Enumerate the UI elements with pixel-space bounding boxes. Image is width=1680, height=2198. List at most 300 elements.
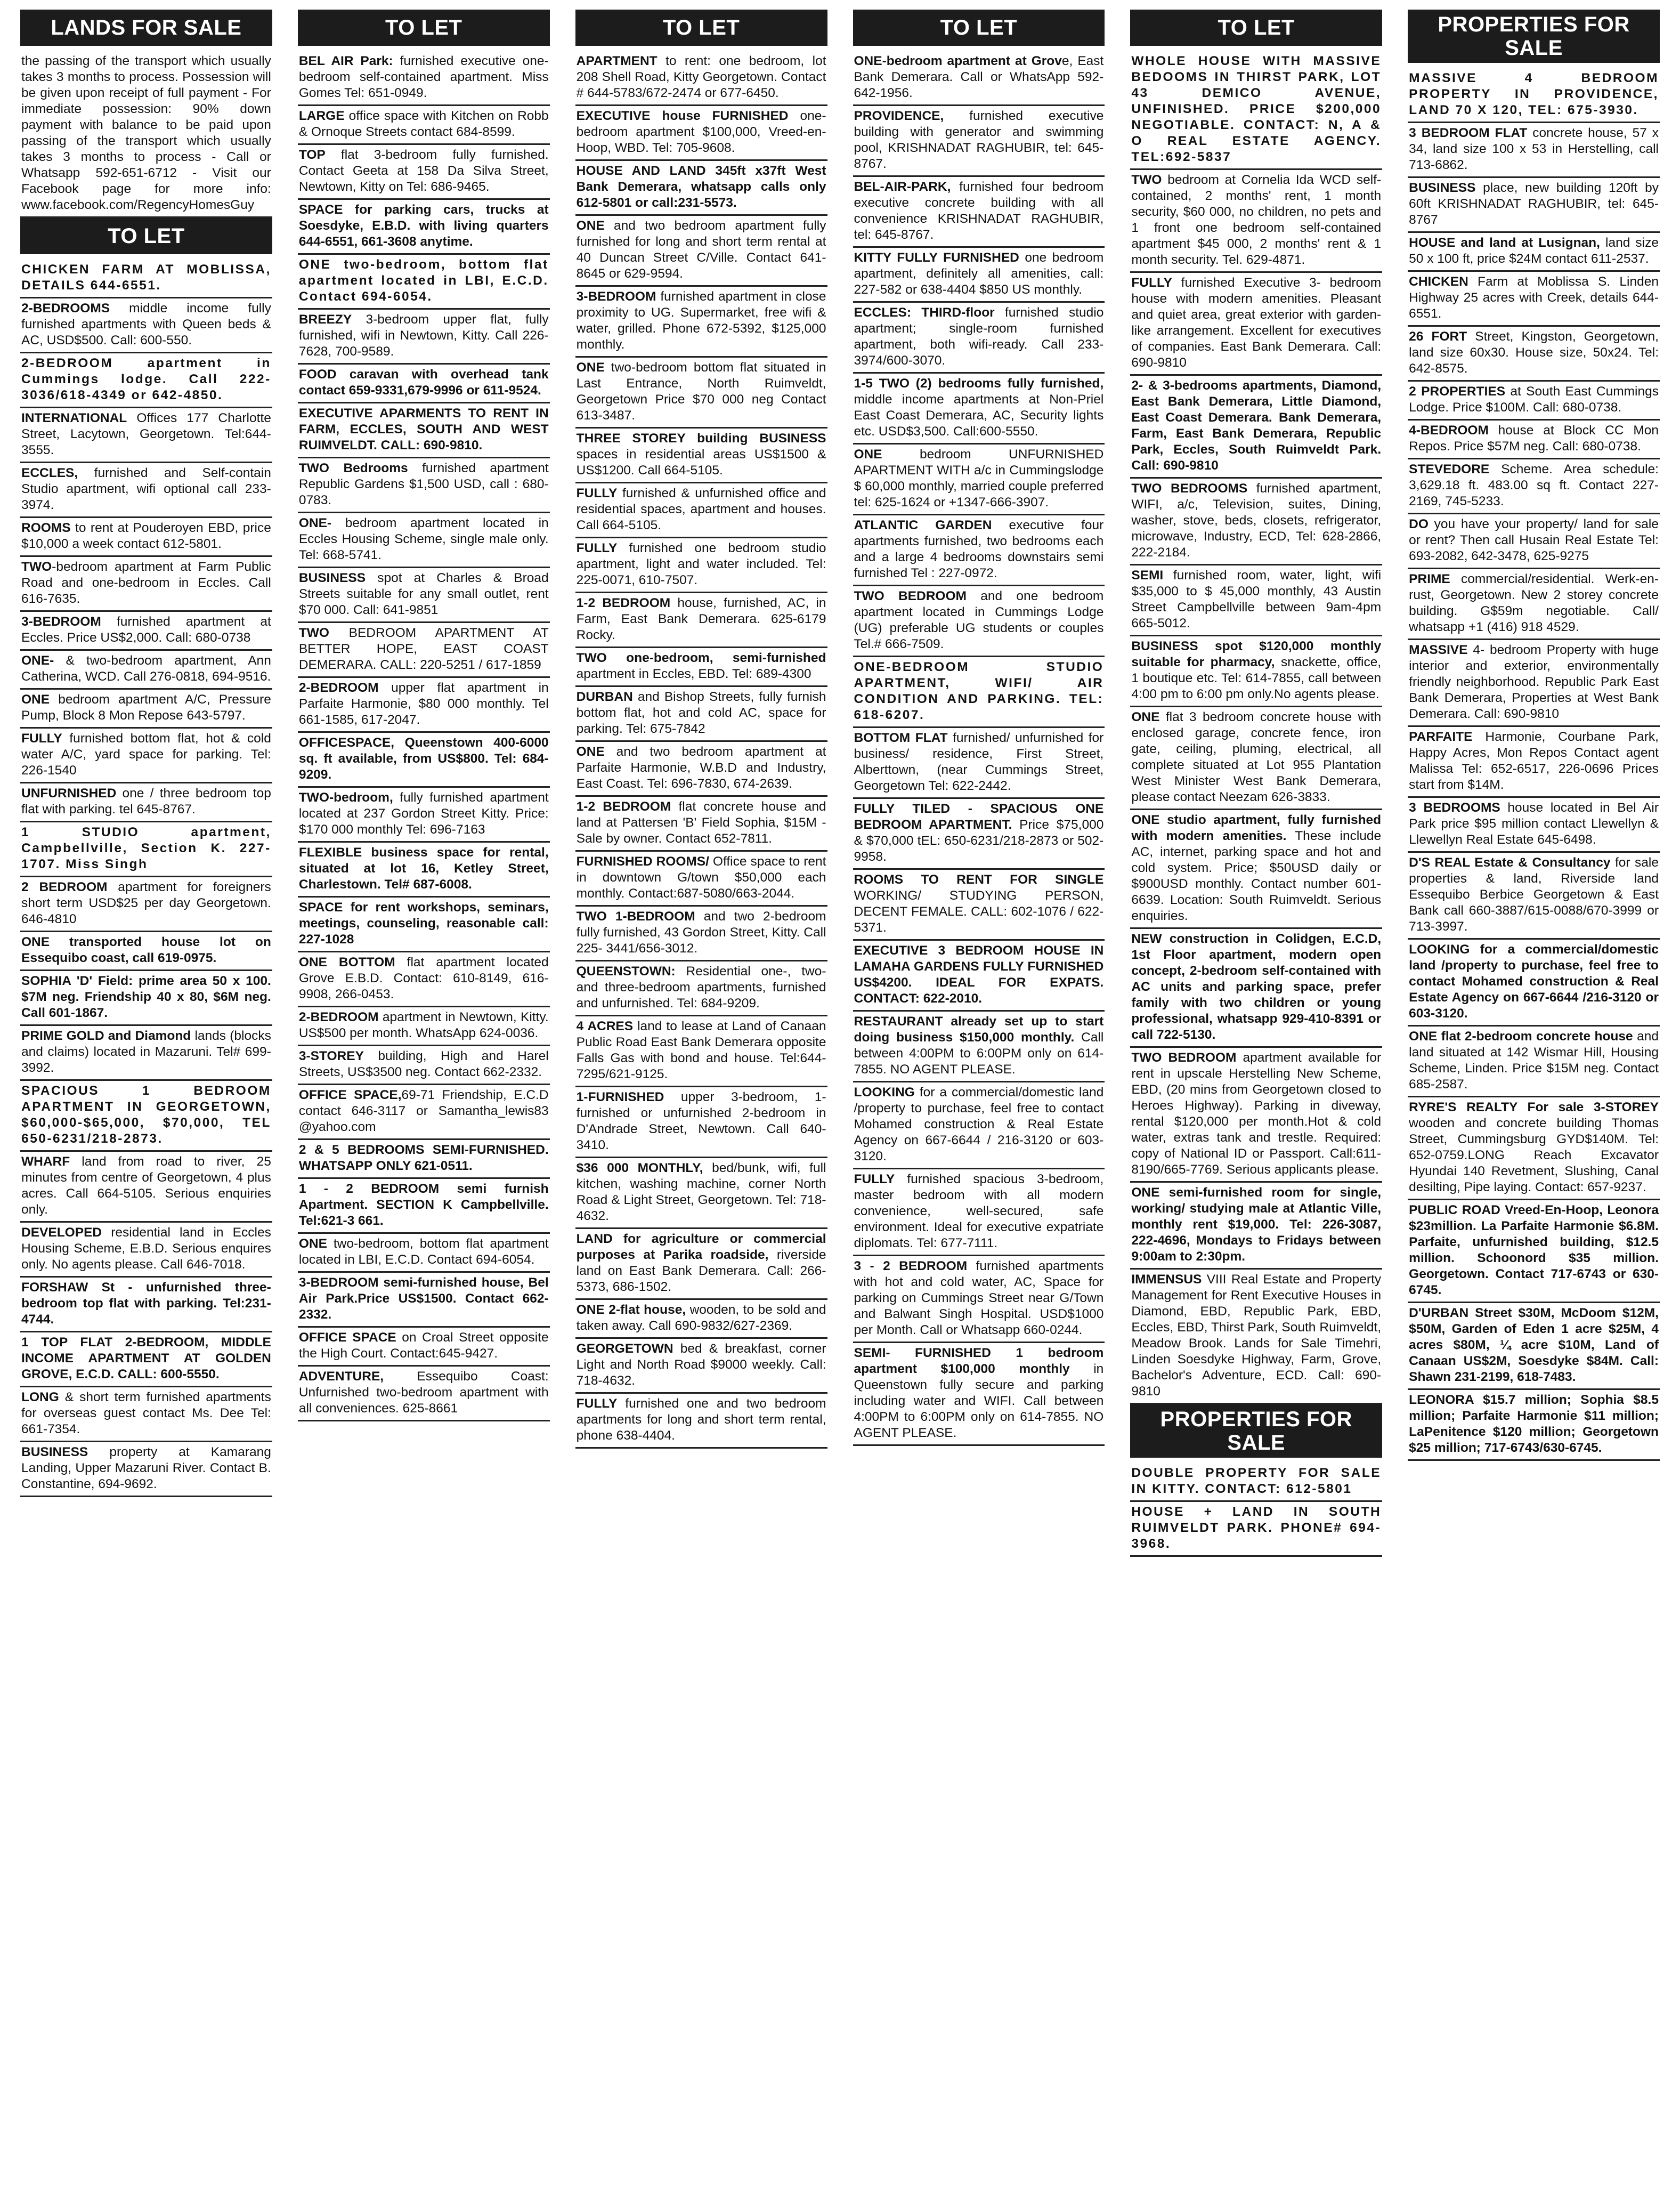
ad-lead: BOTTOM FLAT (854, 731, 948, 745)
classified-ad (575, 742, 827, 797)
classified-ad (298, 952, 550, 1007)
ad-body: These include AC, internet, parking space and hot and cold system. Price; $50USD daily or $900USD monthly. Contact number 601-6639. Location: South Ruimveldt. Serious enquiries. (1131, 829, 1382, 923)
ad-body: place, new building 120ft by 60ft KRISHNADAT RAGHUBIR, tel: 645-8767 (1409, 181, 1659, 227)
ad-body: one bedroom apartment, definitely all amenities, call: 227-582 or 638-4404 $850 US monthly. (854, 250, 1104, 297)
classified-ad (853, 941, 1105, 1012)
classified-ad (20, 260, 272, 298)
classified-ad (575, 593, 827, 648)
classified-ad (575, 483, 827, 538)
ad-lead: 1 TOP FLAT 2-BEDROOM, MIDDLE INCOME APARTMENT AT GOLDEN GROVE, E.C.D. CALL: 600-5550. (21, 1335, 271, 1381)
ad-lead: QUEENSTOWN: (576, 964, 676, 979)
ad-body: wooden, to be sold and taken away. Call 690-9832/627-2369. (576, 1303, 826, 1333)
classified-ad (1408, 940, 1660, 1027)
classified-ad (1130, 707, 1382, 810)
ad-lead: 3 BEDROOMS (1409, 801, 1500, 815)
classified-ad (853, 515, 1105, 586)
ad-lead: D'URBAN Street $30M, McDoom $12M, $50M, Garden of Eden 1 acre $25M, 4 acres $80M, ¼ acre $10M, Land of Canaan US$2M, Soesdyke $84M. Call: Shawn 231-2199, 618-7483. (1409, 1306, 1659, 1384)
ad-lead: ECCLES, (21, 466, 78, 480)
ad-lead: TWO Bedrooms (298, 461, 408, 475)
classified-ad (20, 690, 272, 729)
classified-ad (575, 852, 827, 907)
ad-lead: SOPHIA 'D' Field: prime area 50 x 100. $7M neg. Friendship 40 x 80, $6M neg. Call 601-1867. (21, 974, 271, 1020)
ad-lead: RESTAURANT already set up to start doing business $150,000 monthly. (854, 1014, 1104, 1045)
ad-body: and two 2-bedroom fully furnished, 43 Gordon Street, Kitty. Call 225- 3441/656-3012. (576, 909, 826, 956)
ad-lead: ONE BOTTOM (298, 955, 395, 969)
ad-body: lands (blocks and claims) located in Mazaruni. Tel# 699-3992. (21, 1029, 271, 1075)
classified-ad (1408, 727, 1660, 798)
classified-ad (575, 687, 827, 742)
column-2 (298, 10, 550, 2198)
classified-ad (20, 1442, 272, 1497)
ad-lead: 2-BEDROOM apartment in Cummings lodge. Call 222-3036/618-4349 or 642-4850. (21, 356, 271, 402)
classified-ad (1130, 810, 1382, 929)
ad-lead: ONE semi-furnished room for single, working/ studying male at Atlantic Ville, monthly rent $19,000. Tel: 226-3087, 222-4696, Mondays to Fridays between 9:00am to 2:30pm. (1131, 1185, 1382, 1264)
ad-lead: ECCLES: THIRD-floor (854, 305, 995, 320)
ad-lead: 3-STOREY (298, 1049, 364, 1063)
ad-lead: PUBLIC ROAD Vreed-En-Hoop, Leonora $23million. La Parfaite Harmonie $6.8M. Parfaite, unfurnished building, $12.5 million. Schoonord $35 million. Georgetown. Contact 717-6743 or 630-6745. (1409, 1203, 1659, 1297)
ad-lead: TWO BEDROOM (854, 589, 967, 603)
ad-body: on Croal Street opposite the High Court. Contact:645-9427. (298, 1330, 549, 1361)
column-6 (1408, 10, 1660, 2198)
ad-body: furnished spacious 3-bedroom, master bedroom with all modern convenience, well-secured, safe environment. Ideal for executive expatriate diplomats. Tel: 677-7111. (854, 1172, 1104, 1250)
ad-body: furnished apartment in close proximity to UG. Supermarket, free wifi & water, grilled. Phone 672-5392, $125,000 monthly. (576, 289, 826, 352)
ad-lead: ONE- (21, 653, 54, 668)
ad-body: Call between 4:00PM to 6:00PM only on 614-7855. NO AGENT PLEASE. (854, 1030, 1104, 1077)
section-header: TO LET (853, 10, 1105, 46)
classified-ad (1408, 514, 1660, 569)
classified-ad (20, 822, 272, 877)
section-header: TO LET (298, 10, 550, 46)
classified-ad (1130, 376, 1382, 479)
ad-body: & two-bedroom apartment, Ann Catherina, WCD. Call 276-0818, 694-9516. (21, 653, 271, 684)
classified-ad (1130, 51, 1382, 170)
section-header: LANDS FOR SALE (20, 10, 272, 46)
classified-ad (1408, 327, 1660, 382)
ad-lead: DO (1409, 517, 1429, 531)
ad-lead: GEORGETOWN (576, 1342, 673, 1356)
ad-lead: 4 ACRES (576, 1019, 634, 1033)
ad-lead: 1-2 BEDROOM (576, 799, 671, 814)
ad-body: WORKING/ STUDYING PERSON, DECENT FEMALE. CALL: 602-1076 / 622-5371. (854, 888, 1104, 935)
ad-lead: BUSINESS (1409, 181, 1476, 195)
ad-body: furnished/ unfurnished for business/ residence, First Street, Alberttown, (near Cummings Street, Georgetown Tel: 622-2442. (854, 731, 1104, 793)
classified-ad (575, 1394, 827, 1449)
ad-body: upper 3-bedroom, 1-furnished or unfurnished 2-bedroom in D'Andrade Street, Newtown. Call 640-3410. (576, 1090, 826, 1152)
ad-lead: LARGE (298, 109, 345, 123)
ad-body: bedroom apartment A/C, Pressure Pump, Block 8 Mon Repose 643-5797. (21, 692, 271, 723)
classified-ad (298, 51, 550, 106)
ad-lead: 2-BEDROOM (298, 681, 379, 695)
ad-lead: FURNISHED ROOMS/ (576, 854, 709, 869)
classified-ad (853, 106, 1105, 177)
classified-ad (298, 733, 550, 788)
ad-body: & short term furnished apartments for overseas guest contact Ms. Dee Tel: 661-7354. (21, 1390, 271, 1436)
ad-body: building, High and Harel Streets, US$3500 neg. Contact 662-2332. (298, 1049, 549, 1079)
ad-body: Street, Kingston, Georgetown, land size 60x30. House size, 50x24. Tel: 642-8575. (1409, 329, 1659, 376)
ad-body: furnished apartment at Eccles. Price US$2,000. Call: 680-0738 (21, 615, 271, 645)
ad-body: and land situated at 142 Wismar Hill, Housing Scheme, Linden. Price $15M neg. Contact 685-2587. (1409, 1029, 1659, 1092)
classified-ad (20, 612, 272, 651)
ad-body: BEDROOM APARTMENT AT BETTER HOPE, EAST COAST DEMERARA. CALL: 220-5251 / 617-1859 (298, 626, 549, 672)
classified-ad (853, 1256, 1105, 1343)
classified-ad (298, 310, 550, 365)
ad-lead: FULLY (854, 1172, 895, 1186)
classified-ad (575, 1339, 827, 1394)
ad-lead: 1-5 TWO (2) bedrooms fully furnished, (854, 376, 1104, 391)
classified-ad (853, 799, 1105, 870)
ad-body: apartment for foreigners short term USD$25 per day Georgetown. 646-4810 (21, 880, 271, 926)
ad-body: Residential one-, two- and three-bedroom apartments, furnished and unfurnished. Tel: 684-9209. (576, 964, 826, 1011)
ad-lead: WHOLE HOUSE WITH MASSIVE BEDOOMS IN THIRST PARK, LOT 43 DEMICO AVENUE, UNFINISHED. PRICE $200,000 NEGOTIABLE. CONTACT: N, A & O REAL ESTATE AGENCY. TEL:692-5837 (1131, 54, 1382, 164)
ad-body: furnished studio apartment; single-room furnished apartment, both wifi-ready. Call 233-3974/600-3070. (854, 305, 1104, 368)
ad-lead: SPACE for parking cars, trucks at Soesdyke, E.B.D. with living quarters 644-6551, 661-3608 anytime. (298, 203, 549, 249)
classified-ad (20, 1223, 272, 1278)
ad-body: e, East Bank Demerara. Call or WhatsApp 592-642-1956. (854, 54, 1104, 100)
ad-body: the passing of the transport which usually takes 3 months to process. Possession will be given upon receipt of full payment - For immediate possession: 90% down payment with balance to be paid upon passing of the transport which usually takes 3 months to process - Call or Whatsapp 592-651-6712 - Visit our Facebook page for more info: www.facebook.com/RegencyHomesGuy (21, 54, 271, 212)
ad-body: house, furnished, AC, in Farm, East Bank Demerara. 625-6179 Rocky. (576, 596, 826, 642)
classified-ad (298, 678, 550, 733)
column-3 (575, 10, 827, 2198)
classified-ad (20, 1152, 272, 1223)
classified-ad (298, 568, 550, 623)
ad-lead: UNFURNISHED (21, 786, 117, 801)
classified-ad (575, 797, 827, 852)
ad-lead: $36 000 MONTHLY, (576, 1161, 703, 1175)
ad-lead: ONE- (298, 516, 332, 530)
ad-body: upper flat apartment in Parfaite Harmonie, $80 000 monthly. Tel 661-1585, 617-2047. (298, 681, 549, 727)
ad-lead: INTERNATIONAL (21, 411, 127, 425)
classified-ad (298, 200, 550, 255)
ad-lead: TWO (298, 626, 329, 640)
classified-ad (575, 648, 827, 687)
ad-body: furnished apartment, WIFI, a/c, Television, suites, Dining, washer, stove, beds, closets, refrigerator, microwave, Industry, ECD, Tel: 628-2866, 222-2184. (1131, 481, 1382, 560)
ad-body: Scheme. Area schedule: 3,629.18 ft. 483.00 sq ft. Contact 227-2169, 745-5233. (1409, 462, 1659, 508)
ad-body: -bedroom apartment at Farm Public Road and one-bedroom in Eccles. Call 616-7635. (21, 560, 271, 606)
classified-ad (298, 1234, 550, 1273)
ad-lead: ONE (576, 745, 605, 759)
classified-ad (20, 298, 272, 353)
classified-ad (298, 1046, 550, 1085)
classified-ad (575, 51, 827, 106)
classified-ad (298, 458, 550, 513)
classified-ad (1130, 1502, 1382, 1557)
ad-body: for a commercial/domestic land /property to purchase, feel free to contact Mohamed construction & Real Estate Agency on 667-6644 / 216-3120 or 603-3120. (854, 1085, 1104, 1163)
classified-ad (853, 1343, 1105, 1446)
ad-body: and Bishop Streets, fully furnish bottom flat, hot and cold AC, space for parking. Tel: 675-7842 (576, 690, 826, 736)
ad-lead: LOOKING (854, 1085, 915, 1100)
section-header: PROPERTIES FOR SALE (1408, 10, 1660, 63)
ad-body: flat apartment located Grove E.B.D. Contact: 610-8149, 616-9908, 266-0453. (298, 955, 549, 1001)
ad-body: snackette, office, 1 boutique etc. Tel: 614-7855, call between 4:00 pm to 6:00 pm only.No agents please. (1131, 655, 1382, 701)
ad-lead: ONE-bedroom apartment at Grov (854, 54, 1062, 68)
ad-lead: 3-BEDROOM semi-furnished house, Bel Air Park.Price US$1500. Contact 662-2332. (298, 1275, 549, 1322)
ad-lead: 2- & 3-bedrooms apartments, Diamond, East Bank Demerara, Little Diamond, East Coast Demerara. Bank Demerara, Farm, East Bank Demerara, Republic Park, Eccles, South Ruimveldt Park. Call: 690-9810 (1131, 378, 1382, 473)
ad-lead: ONE transported house lot on Essequibo coast, call 619-0975. (21, 935, 271, 965)
ad-lead: LAND for agriculture or commercial purposes at Parika roadside, (576, 1232, 826, 1262)
ad-lead: TWO BEDROOM (1131, 1050, 1237, 1065)
classified-ad (1408, 1027, 1660, 1097)
ad-body: to rent at Pouderoyen EBD, price $10,000 a week contact 612-5801. (21, 521, 271, 551)
classified-ad (1408, 68, 1660, 123)
ad-lead: FOOD caravan with overhead tank contact 659-9331,679-9996 or 611-9524. (298, 367, 549, 398)
classified-ad (298, 843, 550, 898)
ad-body: VIII Real Estate and Property Management for Rent Executive Houses in Diamond, EBD, Republic Park, EBD, Eccles, EBD, Thirst Park, South Ruimveldt, Meadow Brook. Lands for Sale Timehri, Linden Soesdyke Highway, Farm, Grove, Bachelor's Adventure, ECD. Call: 690-9810 (1131, 1272, 1382, 1399)
ad-lead: MASSIVE 4 BEDROOM PROPERTY IN PROVIDENCE, LAND 70 X 120, TEL: 675-3930. (1409, 71, 1659, 117)
classified-ad (298, 1367, 550, 1421)
ad-body: furnished apartments with hot and cold water, AC, Space for parking on Cummings Street near G/Town and Balwant Singh Hospital. USD$1000 per Month. Call or Whatsapp 660-0244. (854, 1259, 1104, 1337)
ad-body: spaces in residential areas US$1500 & US$1200. Call 664-5105. (576, 447, 826, 478)
classified-ad (575, 429, 827, 483)
classified-ad (20, 557, 272, 612)
classified-ad (853, 657, 1105, 728)
ad-lead: ADVENTURE, (298, 1369, 384, 1384)
ad-lead: 1-FURNISHED (576, 1090, 664, 1104)
ad-body: spot at Charles & Broad Streets suitable for any small outlet, rent $70 000. Call: 641-9851 (298, 571, 549, 617)
ad-lead: FULLY (576, 541, 618, 555)
ad-body: bed/bunk, wifi, full kitchen, washing machine, corner North Road & Light Street, Georgetown. Tel: 718-4632. (576, 1161, 826, 1223)
ad-lead: BEL-AIR-PARK, (854, 180, 951, 194)
ad-body: for sale properties & land, Riverside land Essequibo Berbice Georgetown & East Bank call 660-3887/615-0088/670-3999 or 713-3997. (1409, 855, 1659, 934)
ad-body: apartment in Newtown, Kitty. US$500 per month. WhatsApp 624-0036. (298, 1010, 549, 1040)
classified-ad (298, 1007, 550, 1046)
ad-lead: BUSINESS (298, 571, 366, 585)
ad-lead: SPACE for rent workshops, seminars, meetings, counseling, reasonable call: 227-1028 (298, 900, 549, 947)
ad-lead: NEW construction in Colidgen, E.C.D, 1st Floor apartment, modern open concept, 2-bedroom self-contained with AC units and parking space, prefer family with two children or young professional, whatsapp 929-410-8391 or call 722-5130. (1131, 932, 1382, 1042)
ad-body: fully furnished apartment located at 237 Gordon Street Kitty. Price: $170 000 monthly Tel: 696-7163 (298, 790, 549, 837)
column-4 (853, 10, 1105, 2198)
ad-body: land size 50 x 100 ft, price $24M contact 611-2537. (1409, 236, 1659, 266)
ad-body: executive four apartments furnished, two bedrooms each and a large 4 bedrooms downstairs semi furnished Tel : 227-0972. (854, 518, 1104, 580)
ad-lead: EXECUTIVE house FURNISHED (576, 109, 789, 123)
ad-lead: IMMENSUS (1131, 1272, 1202, 1287)
ad-body: furnished room, water, light, wifi $35,000 to $ 45,000 monthly, 43 Austin Street Campbellville between 9am-4pm 665-5012. (1131, 568, 1382, 631)
ad-body: middle income apartments at Non-Priel East Coast Demerara, AC, Security lights etc. USD$3,500. Call:600-5550. (854, 392, 1104, 439)
classified-ad (1408, 123, 1660, 178)
classified-ad (20, 1387, 272, 1442)
ad-body: middle income fully furnished apartments with Queen beds & AC, USD$500. Call: 600-550. (21, 301, 271, 348)
ad-lead: EXECUTIVE 3 BEDROOM HOUSE IN LAMAHA GARDENS FULLY FURNISHED US$4200. IDEAL FOR EXPATS. CONTACT: 622-2010. (854, 943, 1104, 1006)
classified-ad (575, 961, 827, 1016)
classified-ad (20, 1278, 272, 1332)
classified-ad (1130, 1270, 1382, 1404)
classified-ad (853, 1169, 1105, 1256)
ad-lead: TWO BEDROOMS (1131, 481, 1248, 496)
ad-lead: PRIME (1409, 572, 1450, 586)
ad-lead: LEONORA $15.7 million; Sophia $8.5 million; Parfaite Harmonie $11 million; LaPenitence $120 million; Georgetown $25 million; 717-6743/630-6745. (1409, 1393, 1659, 1455)
ad-lead: BEL AIR Park: (298, 54, 393, 68)
ad-body: furnished executive one-bedroom self-contained apartment. Miss Gomes Tel: 651-0949. (298, 54, 549, 100)
classified-ad (1130, 1183, 1382, 1270)
ad-lead: 3 - 2 BEDROOM (854, 1259, 968, 1273)
ad-lead: TWO 1-BEDROOM (576, 909, 695, 924)
classified-ad (298, 1273, 550, 1328)
ad-body: riverside land on East Bank Demerara. Call: 266-5373, 686-1502. (576, 1248, 826, 1294)
classified-ad (1408, 798, 1660, 853)
classified-ad (575, 1229, 827, 1300)
classified-ad (298, 255, 550, 310)
ad-lead: WHARF (21, 1154, 70, 1169)
classified-ad (1130, 1048, 1382, 1183)
section-header: TO LET (575, 10, 827, 46)
classified-ad (298, 365, 550, 403)
ad-lead: ROOMS (21, 521, 71, 535)
ad-lead: DEVELOPED (21, 1225, 102, 1240)
ad-lead: STEVEDORE (1409, 462, 1490, 476)
ad-body: one / three bedroom top flat with parking. tel 645-8767. (21, 786, 271, 817)
classified-ad (575, 1087, 827, 1158)
classified-ad (1130, 479, 1382, 565)
classified-ad (20, 877, 272, 932)
classified-ad (1408, 1390, 1660, 1461)
classified-ad (1408, 1303, 1660, 1390)
classified-ad (1408, 459, 1660, 514)
classified-ad (575, 1300, 827, 1339)
classified-ad (853, 728, 1105, 799)
classified-ad (1130, 1463, 1382, 1502)
classified-ad (853, 1082, 1105, 1169)
ad-body: bedroom apartment located in Eccles Housing Scheme, single male only. Tel: 668-5741. (298, 516, 549, 562)
ad-body: office space with Kitchen on Robb & Ornoque Streets contact 684-8599. (298, 109, 549, 139)
ad-lead: ONE 2-flat house, (576, 1303, 686, 1317)
ad-body: you have your property/ land for sale or rent? Then call Husain Real Estate Tel: 693-2082, 642-3478, 625-9275 (1409, 517, 1659, 563)
classified-ad (1408, 178, 1660, 233)
ad-body: house located in Bel Air Park price $95 million contact Llewellyn & Llewellyn Real Estate 645-6498. (1409, 801, 1659, 847)
classified-ad (20, 463, 272, 518)
classified-ad (1130, 170, 1382, 273)
classified-ad (853, 177, 1105, 248)
classified-ad (20, 353, 272, 408)
ad-body: commercial/residential. Werk-en-rust, Georgetown. New 2 storey concrete building. G$59m negotiable. Call/ whatsapp +1 (416) 918 4529. (1409, 572, 1659, 634)
ad-lead: ONE studio apartment, fully furnished with modern amenities. (1131, 813, 1382, 843)
classified-ad (20, 1332, 272, 1387)
classified-ad (1408, 640, 1660, 727)
classified-ad (1408, 382, 1660, 421)
ad-lead: HOUSE AND LAND 345ft x37ft West Bank Demerara, whatsapp calls only 612-5801 or call:231-5573. (576, 164, 826, 210)
ad-lead: RYRE'S REALTY For sale 3-STOREY (1409, 1100, 1659, 1114)
ad-body: house at Block CC Mon Repos. Price $57M neg. Call: 680-0738. (1409, 423, 1659, 454)
ad-body: bedroom at Cornelia Ida WCD self-contained, 2 months' rent, 1 month security, $60 000, no children, no pets and 1 front one bedroom self-contained apartment $45 000, 2 months' rent & 1 month security. Tel. 629-4871. (1131, 173, 1382, 267)
classified-ad (575, 538, 827, 593)
classified-ad (1130, 929, 1382, 1048)
classified-ad (1408, 272, 1660, 327)
ad-body: furnished Executive 3- bedroom house with modern amenities. Pleasant and quiet area, great exterior with garden-like arrangement. Excellent for executives of companies. East Bank Demerara. Call: 690-9810 (1131, 276, 1382, 370)
ad-lead: TWO one-bedroom, semi-furnished (576, 651, 826, 665)
classified-ad (1130, 565, 1382, 636)
ad-body: furnished one and two bedroom apartments for long and short term rental, phone 638-4404. (576, 1396, 826, 1443)
column-5 (1130, 10, 1382, 2198)
ad-lead: SEMI (1131, 568, 1164, 583)
ad-lead: 2-BEDROOM (298, 1010, 379, 1024)
ad-lead: DOUBLE PROPERTY FOR SALE IN KITTY. CONTACT: 612-5801 (1131, 1466, 1382, 1496)
ad-lead: 26 FORT (1409, 329, 1467, 344)
classified-ad (298, 106, 550, 145)
ad-body: furnished one bedroom studio apartment, light and water included. Tel: 225-0071, 610-7507. (576, 541, 826, 587)
classified-ad (853, 586, 1105, 657)
classified-ad (20, 408, 272, 463)
classified-ad (575, 1016, 827, 1087)
ad-lead: 4-BEDROOM (1409, 423, 1489, 438)
classified-ad (1130, 273, 1382, 376)
ad-lead: TOP (298, 148, 326, 162)
classified-ad (20, 1081, 272, 1152)
ad-lead: KITTY FULLY FURNISHED (854, 250, 1019, 265)
ad-body: flat 3-bedroom fully furnished. Contact Geeta at 158 Da Silva Street, Newtown, Kitty on Tel: 686-9465. (298, 148, 549, 194)
ad-body: flat concrete house and land at Pattersen 'B' Field Sophia, $15M - Sale by owner. Contact 652-7811. (576, 799, 826, 846)
ad-body: Offices 177 Charlotte Street, Lacytown, Georgetown. Tel:644-3555. (21, 411, 271, 457)
ad-body: apartment available for rent in upscale Herstelling New Scheme, EBD, (20 mins from Georgetown closed to Heroes Highway). Parking in diveway, rental $120,000 per month.Hot & cold water, extras tank and trestle. Required: copy of National ID or Passport. Call:611-8190/665-7769. Serious applicants please. (1131, 1050, 1382, 1177)
ad-lead: FORSHAW St - unfurnished three-bedroom top flat with parking. Tel:231-4744. (21, 1280, 271, 1327)
classified-ad (575, 907, 827, 961)
ad-lead: FULLY TILED - SPACIOUS ONE BEDROOM APARTMENT. (854, 802, 1104, 832)
ad-lead: BUSINESS spot $120,000 monthly suitable for pharmacy, (1131, 639, 1382, 669)
classified-ad (298, 1085, 550, 1140)
classified-ad (20, 932, 272, 971)
classified-ad (1408, 853, 1660, 940)
classified-ad (20, 783, 272, 822)
classified-ad (853, 445, 1105, 515)
ad-body: 4- bedroom Property with huge interior and exterior, environmentally friendly neighborhood. Republic Park East Bank Demerara, Properties at West Bank Demerara. Call: 690-9810 (1409, 643, 1659, 721)
ad-lead: ONE flat 2-bedroom concrete house (1409, 1029, 1633, 1044)
ad-lead: TWO-bedroom, (298, 790, 393, 805)
ad-lead: ONE (576, 360, 605, 375)
ad-body: furnished bottom flat, hot & cold water A/C, yard space for parking. Tel: 226-1540 (21, 731, 271, 778)
ad-body: two-bedroom bottom flat situated in Last Entrance, North Ruimveldt, Georgetown Price $70 000 neg Contact 613-3487. (576, 360, 826, 423)
ad-body: land to lease at Land of Canaan Public Road East Bank Demerara opposite Falls Gas with bond and house. Tel:644-7295/621-9125. (576, 1019, 826, 1081)
ad-lead: 3-BEDROOM (576, 289, 656, 304)
ad-body: bedroom UNFURNISHED APARTMENT WITH a/c in Cummingslodge $ 60,000 monthly, married couple preferred tel: 625-1624 or +1347-666-3907. (854, 447, 1104, 510)
ad-lead: 2 BEDROOM (21, 880, 108, 894)
classified-ad (1408, 421, 1660, 459)
ad-lead: CHICKEN FARM AT MOBLISSA, DETAILS 644-6551. (21, 262, 271, 293)
classified-ad (298, 513, 550, 568)
ad-lead: ONE (298, 1237, 327, 1251)
ad-body: residential land in Eccles Housing Scheme, E.B.D. Serious enquires only. No agents please. Call 646-7018. (21, 1225, 271, 1272)
ad-body: property at Kamarang Landing, Upper Mazaruni River. Contact B. Constantine, 694-9692. (21, 1445, 271, 1491)
ad-lead: OFFICESPACE, Queenstown 400-6000 sq. ft available, from US$800. Tel: 684-9209. (298, 736, 549, 782)
ad-lead: FULLY (1131, 276, 1173, 290)
ad-lead: 1 - 2 BEDROOM semi furnish Apartment. SECTION K Campbellville. Tel:621-3 661. (298, 1182, 549, 1228)
ad-body: one-bedroom apartment $100,000, Vreed-en-Hoop, WBD. Tel: 705-9608. (576, 109, 826, 155)
ad-lead: TWO (21, 560, 52, 574)
ad-body: 3-bedroom upper flat, fully furnished, wifi in Newtown, Kitty. Call 226-7628, 700-9589. (298, 312, 549, 359)
ad-lead: HOUSE and land at Lusignan, (1409, 236, 1600, 250)
ad-body: apartment in Eccles, EBD. Tel: 689-4300 (576, 667, 811, 681)
ad-body: furnished and Self-contain Studio apartment, wifi optional call 233-3974. (21, 466, 271, 512)
ad-body: bed & breakfast, corner Light and North Road $9000 weekly. Call: 718-4632. (576, 1342, 826, 1388)
classified-ad (20, 971, 272, 1026)
ad-lead: EXECUTIVE APARMENTS TO RENT IN FARM, ECCLES, SOUTH AND WEST RUIMVELDT. CALL: 690-9810. (298, 406, 549, 452)
ad-lead: PRIME GOLD and Diamond (21, 1029, 191, 1043)
ad-lead: ONE (854, 447, 882, 462)
ad-lead: PARFAITE (1409, 730, 1473, 744)
ad-lead: ONE two-bedroom, bottom flat apartment located in LBI, E.C.D. Contact 694-6054. (298, 257, 549, 304)
ad-lead: TWO (1131, 173, 1162, 187)
classified-ad (298, 145, 550, 200)
ad-lead: SEMI- FURNISHED 1 bedroom apartment $100,000 monthly (854, 1346, 1104, 1376)
classified-ad (20, 51, 272, 218)
ad-lead: ONE (1131, 710, 1160, 724)
ad-lead: D'S REAL Estate & Consultancy (1409, 855, 1611, 870)
classified-ad (1408, 569, 1660, 640)
ad-lead: ONE (576, 219, 605, 233)
classified-ad (298, 898, 550, 952)
classified-ad (20, 729, 272, 783)
ad-lead: BREEZY (298, 312, 352, 327)
ad-body: wooden and concrete building Thomas Street, Cummingsburg GYD$140M. Tel: 652-0759.LONG Reach Excavator Hyundai 140 Revetment, Slushing, Canal desilting, Pipe laying. Contact: 657-9237. (1409, 1116, 1659, 1194)
ad-body: and one bedroom apartment located in Cummings Lodge (UG) preferable UG students or couples Tel.# 666-7509. (854, 589, 1104, 651)
classified-ad (20, 651, 272, 690)
ad-body: land from road to river, 25 minutes from centre of Georgetown, 4 plus acres. Call 664-5105. Serious enquiries only. (21, 1154, 271, 1217)
